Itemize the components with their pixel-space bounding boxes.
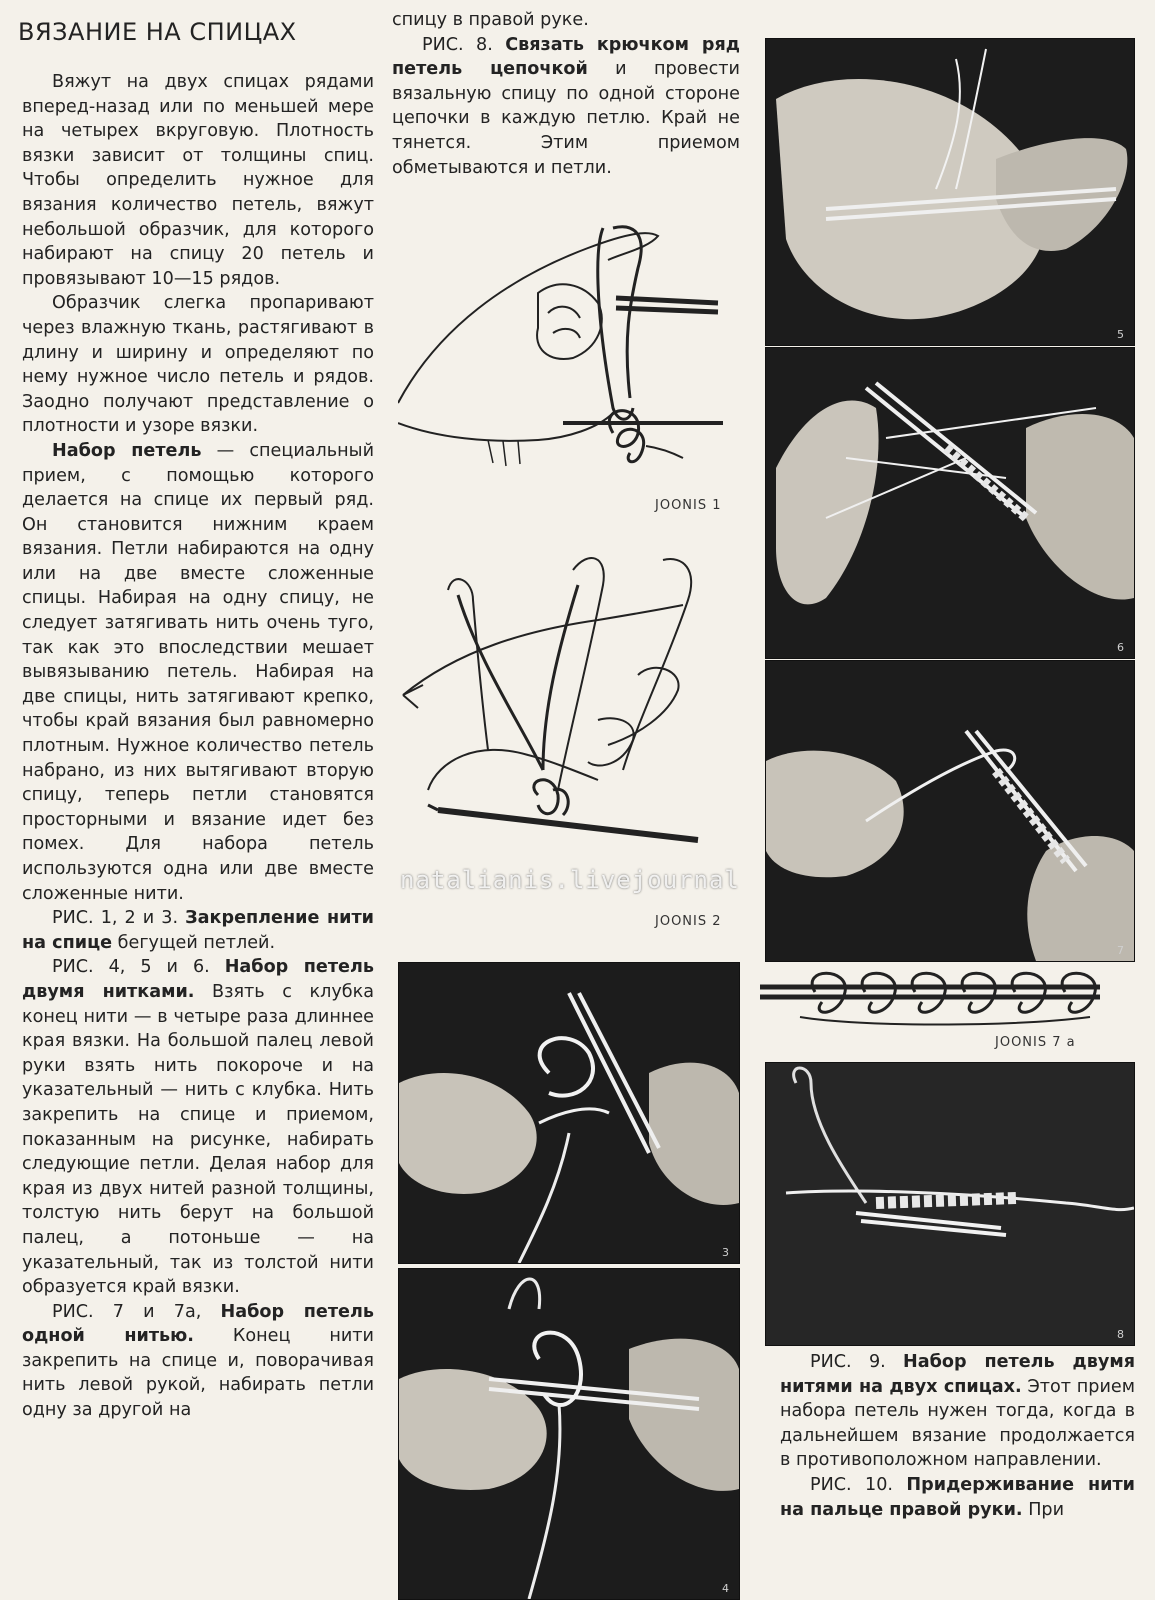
fig-heading: Связать крючком ряд петель цепочкой [392,34,740,80]
line-drawing-loops-on-needle [760,962,1135,1037]
fig-heading: Придерживание нити на пальце правой руки. [780,1474,1135,1520]
figure-caption-joonis-1: JOONIS 1 [655,498,722,513]
intro-paragraph: Вяжут на двух спицах рядами вперед-назад или по меньшей мере на четырех вкруговую. Плотность вязки зависит от толщины спиц. Чтобы определить нужное для вязания количество петель, вяжут небольшой образчик, для которого набирают на спицу 20 петель и провязывают 10—15 рядов. [22,72,374,289]
fig-label: РИС. 1, 2 и 3. [52,908,186,929]
figure-caption-joonis-2: JOONIS 2 [655,914,722,929]
photo-fig-5 [765,38,1135,346]
fig-text: Взять с клубка конец нити — в четыре раза длиннее края вязки. На большой палец левой руки взять нить покороче и на указательный — нить с клубка. Нить закрепить на спице и приемом, показанным на рисунке, набирать следующие петли. Делая набор для края из двух нитей разной толщины, толстую нить берут на большой палец, а потоньше — на указательный, так из толстой нити образуется край вязки. [22,981,374,1298]
cast-on-text: — специальный прием, с помощью которого делается на спице их первый ряд. Он становится нижним краем вязания. Петли набираются на одну или на две вместе сложенные спицы. Набирая на одну спицу, не следует затягивать нить очень туго, так как это впоследствии мешает вывязыванию петель. Набирая на две спицы, нить затягивают крепко, чтобы край вязания был равномерно плотным. Нужное количество петель набрано, из них вытягивают вторую спицу, теперь петли становятся просторными и вязание идет без помех. Для набора петель используются одна или две вместе сложенные нити. [22,440,375,904]
photo-number: 4 [722,1582,729,1595]
fig-text: Конец нити закрепить на спице и, поворачивая нить левой рукой, набирать петли одну за другой на [22,1326,374,1421]
fig-label: РИС. 7 и 7а, [52,1301,221,1322]
photo-fig-7 [765,660,1135,962]
photo-fig-3 [398,962,740,1264]
fig-9-paragraph [780,1350,1135,1473]
fig-1-2-3-paragraph [22,906,374,955]
fig-label: РИС. 9. [810,1352,904,1372]
photo-fig-4 [398,1268,740,1600]
photo-number: 6 [1117,641,1124,654]
text-column-left [22,70,374,1423]
fig-10-paragraph [780,1473,1135,1522]
fig-text: и провести вязальную спицу по одной стороне цепочки в каждую петлю. Край не тянется. Этим приемом обметываются и петли. [392,59,740,178]
fig-text: бегущей петлей. [112,932,276,953]
photo-number: 8 [1117,1328,1124,1341]
fig-heading: Набор петель двумя нитями на двух спицах. [780,1352,1135,1397]
photo-fig-8 [765,1062,1135,1346]
text-column-middle [392,8,740,180]
photo-number: 5 [1117,328,1124,341]
fig-label: РИС. 10. [810,1474,907,1495]
cast-on-term: Набор петель [52,440,202,461]
fig-label: РИС. 8. [422,34,506,55]
page-title: ВЯЗАНИЕ НА СПИЦАХ [18,18,297,46]
fig-text: Этот прием набора петель нужен тогда, когда в дальнейшем вязание продолжается в противоположном направлении. [780,1376,1136,1471]
fig-heading: Закрепление нити на спице [22,908,374,953]
figure-caption-joonis-7a: JOONIS 7 a [995,1035,1076,1050]
fig-heading: Набор петель одной нитью. [22,1301,375,1347]
text-column-right [780,1350,1135,1522]
fig-8-paragraph [392,33,740,181]
line-drawing-hand-loop [398,208,743,493]
line-drawing-fingers-yarn [398,540,743,905]
fig-7-paragraph [22,1300,374,1423]
cast-on-paragraph [22,439,374,906]
fig-heading: Набор петель двумя нитками. [22,957,374,1002]
photo-number: 3 [722,1246,729,1259]
photo-number: 7 [1117,944,1124,957]
watermark-text: natalianis.livejournal [400,866,740,894]
fig-4-5-6-paragraph [22,955,374,1299]
continued-text: спицу в правой руке. [392,10,589,30]
sample-paragraph: Образчик слегка пропаривают через влажную ткань, растягивают в длину и ширину и определяют по нему нужное число петель и рядов. Заодно получают представление о плотности и узоре вязки. [22,293,374,437]
fig-label: РИС. 4, 5 и 6. [52,957,225,978]
photo-fig-6 [765,347,1135,659]
fig-text: При [1022,1499,1065,1520]
